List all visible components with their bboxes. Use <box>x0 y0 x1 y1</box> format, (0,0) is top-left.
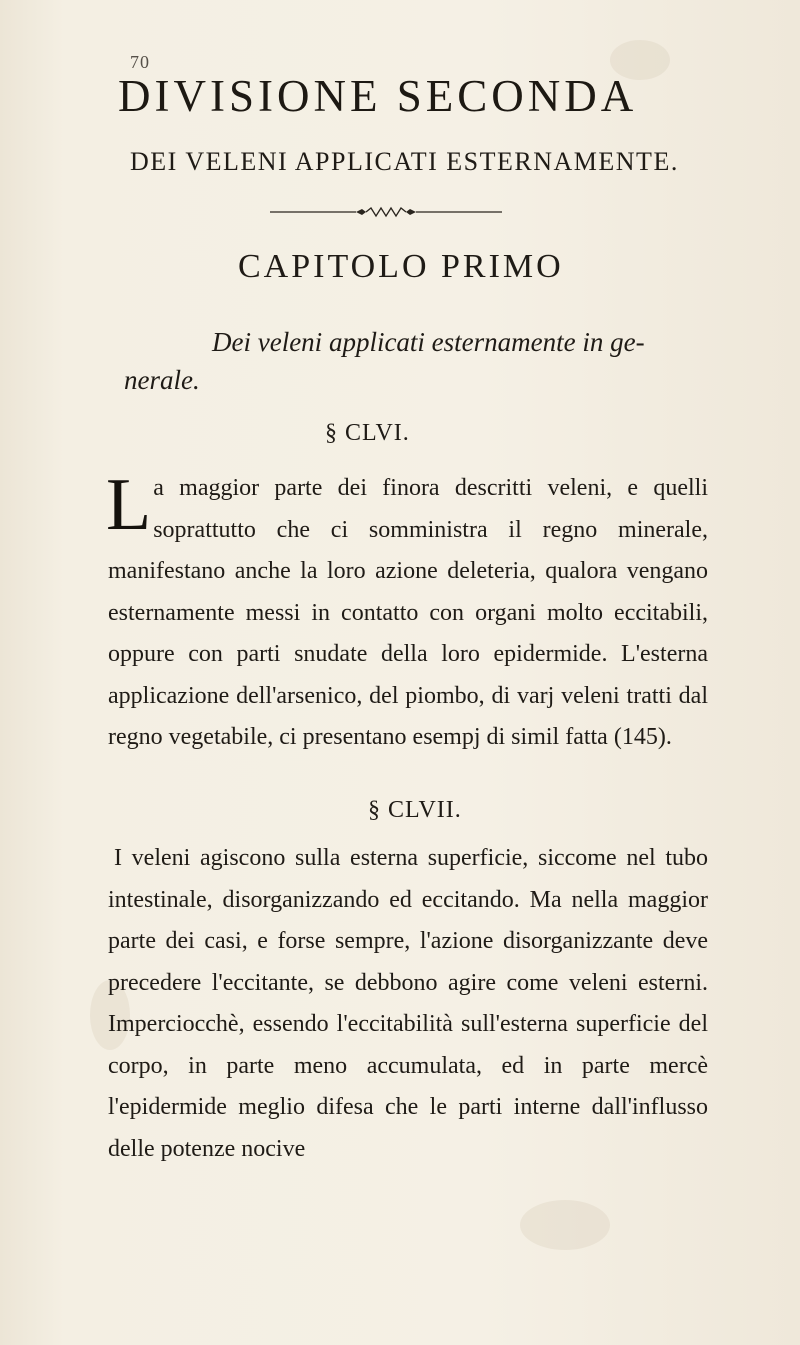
page-number: 70 <box>130 52 150 72</box>
paragraph <box>108 838 708 1170</box>
paragraph <box>106 464 708 759</box>
ornamental-rule <box>270 206 502 218</box>
chapter-subtitle-line: nerale. <box>124 365 200 395</box>
division-title: DIVISIONE SECONDA <box>118 71 638 121</box>
paragraph-text: I veleni agiscono sulla esterna superficie, siccome nel tubo intestinale, disorganizzando ed eccitando. Ma nella maggior parte dei casi, e forse sempre, l'azione disorganizzante deve precedere l'eccitante, se debbono agire come veleni esterni. Imperciocchè, essendo l'eccitabilità sull'esterna superficie del corpo, in parte meno accumulata, ed in parte mercè l'epidermide meglio difesa che le parti interne dall'influsso delle potenze nocive <box>108 845 708 1162</box>
drop-cap: L <box>106 464 152 546</box>
paragraph-text: a maggior parte dei finora descritti veleni, e quelli soprattutto che ci somministra il regno minerale, manifestano anche la loro azione deleteria, qualora vengano esternamente messi in contatto con organi molto eccitabili, oppure con parti snudate della loro epidermide. L'esterna applicazione dell'arsenico, del piombo, di varj veleni tratti dal regno vegetabile, ci presentano esempj di simil fatta (145). <box>108 475 708 750</box>
division-subtitle: DEI VELENI APPLICATI ESTERNAMENTE. <box>130 147 679 176</box>
chapter-subtitle-line: Dei veleni applicati esternamente in ge- <box>212 327 645 357</box>
section-heading: § CLVI. <box>325 420 410 446</box>
paper-stain <box>520 1200 610 1250</box>
chapter-subtitle <box>124 323 694 399</box>
chapter-title: CAPITOLO PRIMO <box>238 248 564 285</box>
section-heading: § CLVII. <box>368 797 462 823</box>
